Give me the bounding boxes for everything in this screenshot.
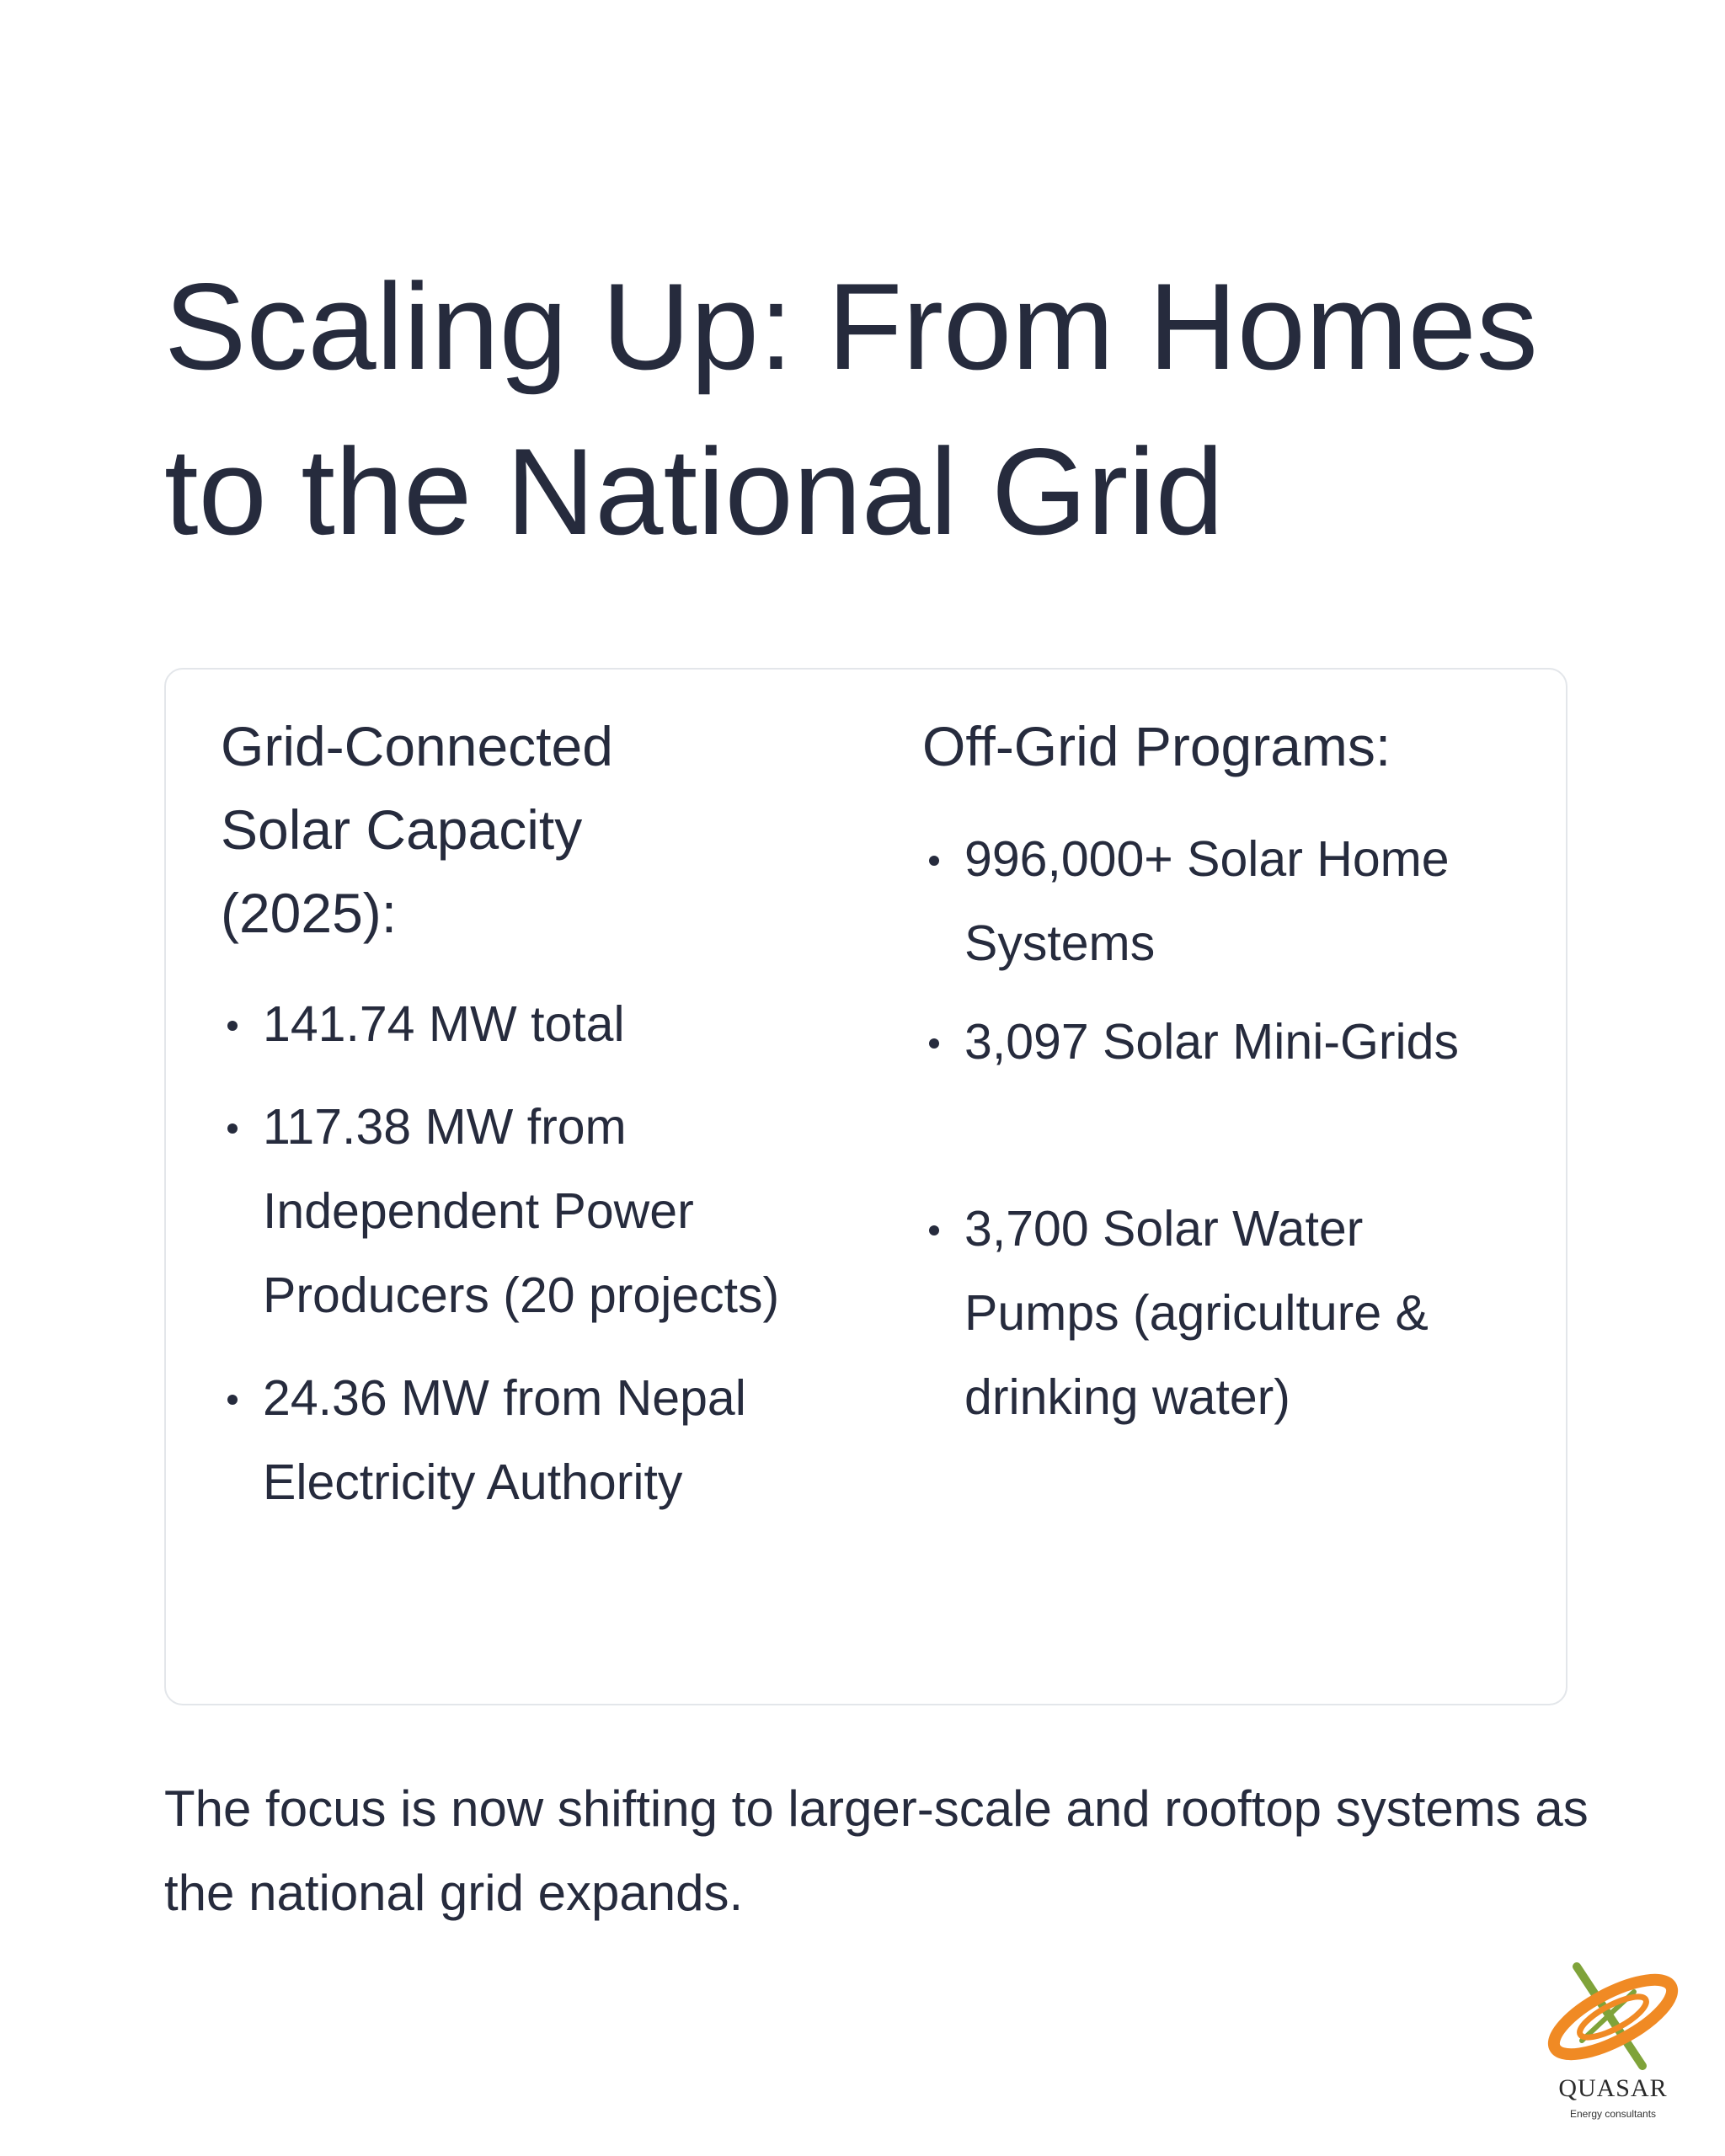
off-grid-column — [922, 705, 1512, 1439]
list-item — [221, 982, 861, 1066]
title-line-2: to the National Grid — [164, 423, 1224, 560]
bullet-dot-icon — [227, 1395, 238, 1405]
quasar-logo — [1533, 1958, 1693, 2127]
logo-tagline: Energy consultants — [1569, 2108, 1657, 2120]
bullet-dot-icon — [929, 1038, 939, 1049]
grid-connected-heading-line-3: (2025): — [221, 882, 398, 944]
summary-text: The focus is now shifting to larger-scale and rooftop systems as the national grid expands. — [164, 1780, 1589, 1921]
list-item-text: 24.36 MW from Nepal Electricity Authority — [263, 1370, 746, 1510]
list-item-text: 141.74 MW total — [263, 996, 625, 1052]
off-grid-list — [922, 817, 1512, 1439]
grid-connected-column — [221, 705, 861, 1543]
bullet-dot-icon — [929, 856, 939, 866]
stats-card — [164, 668, 1567, 1705]
grid-connected-heading-line-1: Grid-Connected — [221, 715, 613, 777]
list-item — [221, 1085, 861, 1337]
list-item — [922, 1187, 1512, 1439]
logo-wordmark: QUASAR — [1558, 2074, 1668, 2102]
list-item-text: 3,700 Solar Water Pumps (agriculture & drinking water) — [964, 1201, 1429, 1425]
list-item — [922, 1000, 1512, 1084]
bullet-dot-icon — [929, 1225, 939, 1235]
list-item-text: 996,000+ Solar Home Systems — [964, 831, 1450, 971]
list-item-text: 3,097 Solar Mini-Grids — [964, 1014, 1459, 1070]
grid-connected-heading — [221, 705, 861, 955]
bullet-dot-icon — [227, 1123, 238, 1134]
quasar-logo-icon — [1533, 1958, 1693, 2072]
title-line-1: Scaling Up: From Homes — [164, 258, 1538, 395]
grid-connected-list — [221, 982, 861, 1524]
list-item-text: 117.38 MW from Independent Power Producers (20 projects) — [263, 1099, 780, 1323]
bullet-dot-icon — [227, 1021, 238, 1031]
list-item — [922, 817, 1512, 985]
off-grid-heading: Off-Grid Programs: — [922, 715, 1391, 777]
page-title — [164, 244, 1613, 574]
list-item — [221, 1356, 861, 1524]
grid-connected-heading-line-2: Solar Capacity — [221, 798, 583, 861]
